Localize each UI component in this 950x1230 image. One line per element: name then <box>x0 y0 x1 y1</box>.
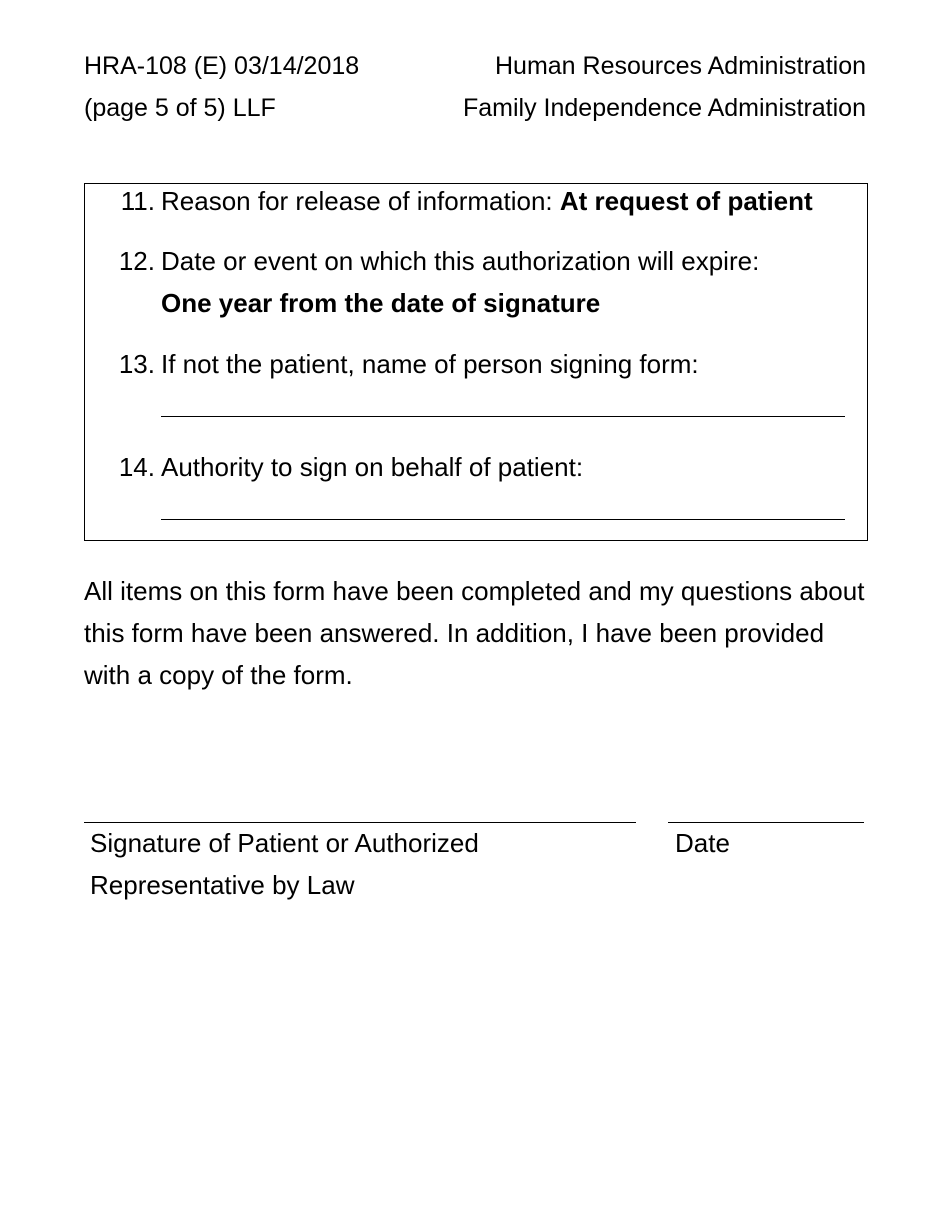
item-label: Date or event on which this authorization will expire: <box>161 246 760 276</box>
item-label: Reason for release of information: <box>161 186 560 216</box>
division-name: Family Independence Administration <box>462 94 866 122</box>
form-id: HRA-108 (E) 03/14/2018 <box>84 52 360 80</box>
signer-name-field[interactable] <box>161 416 845 417</box>
item-label: If not the patient, name of person signing form: <box>161 349 699 379</box>
signature-label: Signature of Patient or Authorized <box>90 828 479 858</box>
item-number: 11. <box>120 186 155 216</box>
item-11-text <box>161 186 813 216</box>
agency-name: Human Resources Administration <box>495 52 866 80</box>
item-value: One year from the date of signature <box>161 288 601 318</box>
authority-field[interactable] <box>161 519 845 520</box>
item-number: 14. <box>118 452 155 482</box>
date-label: Date <box>675 828 730 858</box>
page-info: (page 5 of 5) LLF <box>84 94 276 122</box>
acknowledgement-statement: All items on this form have been completed and my questions about this form have been answered. In addition, I have been provided with a copy of the form. <box>84 576 865 690</box>
signature-label-continued: Representative by Law <box>90 870 355 900</box>
item-label: Authority to sign on behalf of patient: <box>161 452 584 482</box>
item-number: 13. <box>118 349 155 379</box>
authorization-details-box <box>84 183 868 541</box>
item-number: 12. <box>118 246 155 276</box>
item-value: At request of patient <box>559 186 813 216</box>
